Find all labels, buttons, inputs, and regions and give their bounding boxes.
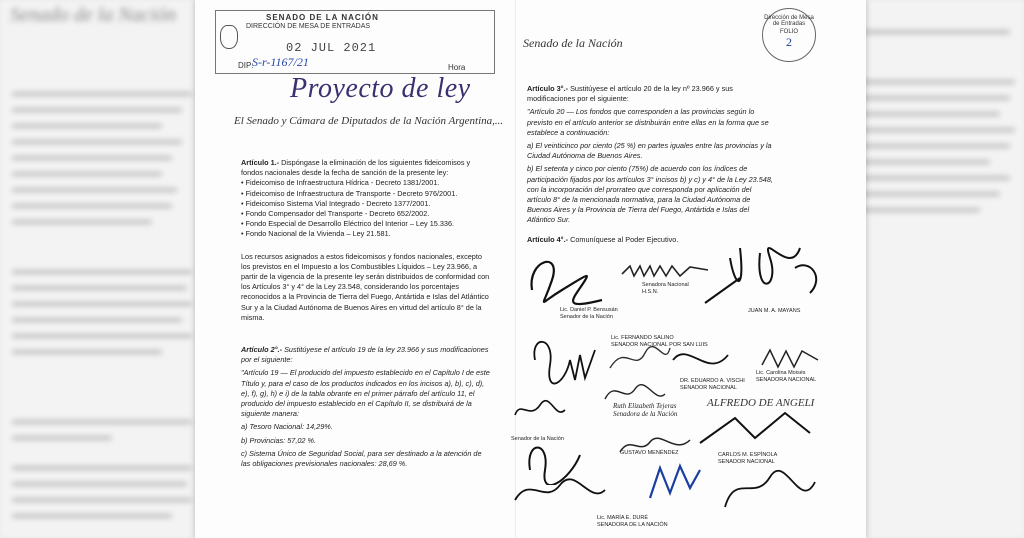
list-item: a) Tesoro Nacional: 14,29%. [241,422,333,432]
article-1 [241,158,491,323]
article-4-heading: Artículo 4°.- [527,235,569,244]
list-item: a) El veinticinco por ciento (25 %) en partes iguales entre las provincias y la Ciudad Autónoma de Buenos Aires. [527,141,772,161]
list-item: • Fideicomiso Sistema Vial Integrado - Decreto 1377/2001. [241,198,431,208]
article-3-heading: Artículo 3°.- [527,84,569,93]
list-item: • Fondo Especial de Desarrollo Eléctrico del Interior – Ley 15.336. [241,219,455,229]
article-3-quote: "Artículo 20 — Los fondos que corresponden a las provincias según lo previsto en el artículo anterior se distribuirán entre ellas en la forma que se establece a continuación: [527,107,769,137]
signature-2 [620,262,710,282]
stamp-dip-label: DIP: [238,61,254,70]
article-2-text: Sustitúyese el artículo 19 de la ley 23.966 y sus modificaciones por el siguiente: [241,345,489,365]
signature-12-label: Senador de la Nación [511,436,564,442]
signature-1-label: Lic. Daniel P. Bensusán Senador de la Nación [560,307,618,320]
article-1-paragraph-2: Los recursos asignados a estos fideicomisos y fondos nacionales, excepto los previstos en el Impuesto a los Combustibles Líquidos – Ley 23.966, a partir de la vigencia de la presente ley serán distribuidos de conformidad con los Artículos 3° y 4° de la Ley 23.548, considerando los porcentajes reconocidos a la Provincia de Tierra del Fuego, Antártida e Islas del Atlántico Sur y a la Ciudad Autónoma de Buenos Aires en virtud del artículo 8° de la misma. [241,251,490,322]
reception-stamp [215,10,495,74]
article-1-text: Dispóngase la eliminación de los siguientes fideicomisos y fondos nacionales desde la fecha de sanción de la presente ley: [241,158,471,178]
signature-10 [510,395,570,425]
signature-14-label: Lic. MARÍA E. DURÉ SENADORA DE LA NACIÓN [597,515,668,528]
stamp-hora: Hora [448,63,466,72]
background-right [854,0,1024,538]
signature-9-text: ALFREDO DE ANGELI [707,397,815,409]
signature-1 [522,250,612,310]
signature-4-label: Lic. FERNANDO SALINO SENADOR NACIONAL POR SAN LUIS [611,335,708,348]
list-item: b) El setenta y cinco por ciento (75%) de acuerdo con los índices de participación fijados por los artículos 3° incisos b) y c) y 4° de la Ley 23.548, con la incorporación del prorrateo que corresponda por aplicación del artículo 8° de la mencionada normativa, para la Ciudad Autónoma de Buenos Aires y la Provincia de Tierra del Fuego, Antártida e Islas del Atlántico Sur. [527,164,773,225]
folio-stamp [762,8,816,62]
signature-2-label: Senadora Nacional H.S.N. [642,282,689,295]
background-left [0,0,200,538]
signature-8-label: Ruth Elizabeth Tejeras Senadora de la Nación [613,402,678,418]
list-item: b) Provincias: 57,02 %. [241,435,317,445]
folio-word: FOLIO [779,29,798,35]
article-1-heading: Artículo 1.- [241,158,280,167]
article-2 [241,345,491,469]
stamp-dip-value: S-r-1167/21 [252,55,309,69]
signature-5-label: Lic. Carolina Moisés SENADORA NACIONAL [756,370,817,383]
article-3 [527,84,777,226]
signature-6-label: DR. EDUARDO A. VISCHI SENADOR NACIONAL [680,378,745,391]
signature-13-label: GUSTAVO MENÉNDEZ [620,450,679,456]
signature-11 [695,408,815,448]
article-1-list [241,178,491,239]
list-item: • Fideicomiso de Infraestructura de Transporte - Decreto 976/2001. [241,188,458,198]
signature-3-label: JUAN M. A. MAYANS [748,308,801,314]
coat-of-arms-icon [220,25,238,49]
signature-16 [715,462,825,517]
list-item: • Fondo Compensador del Transporte - Decreto 652/2002. [241,209,430,219]
signature-14 [510,470,610,510]
stamp-line2: DIRECCIÓN DE MESA DE ENTRADAS [246,23,371,30]
senado-header: Senado de la Nación [523,36,623,50]
signature-6 [668,340,738,380]
signature-3 [700,238,830,308]
enacting-clause: El Senado y Cámara de Diputados de la Nación Argentina,... [234,115,504,127]
signature-4 [525,330,605,390]
background-title: Senado de la Nación [10,4,177,26]
list-item: • Fondo Nacional de la Vivienda – Ley 21.581. [241,229,391,239]
article-3-text: Sustitúyese el artículo 20 de la ley nº 23.966 y sus modificaciones por el siguiente: [527,84,733,104]
signature-15 [640,458,710,503]
article-4-text: Comuníquese al Poder Ejecutivo. [570,235,679,244]
document-title: Proyecto de ley [290,73,471,104]
article-2-heading: Artículo 2°.- [241,345,283,354]
list-item: c) Sistema Único de Seguridad Social, para ser destinado a la atención de las obligaciones previsionales nacionales: 28,69 %. [241,448,482,469]
stamp-date: 02 JUL 2021 [286,41,377,55]
folio-label: Dirección de Mesa de Entradas [764,15,814,27]
stamp-line1: SENADO DE LA NACIÓN [266,13,379,22]
folio-number: 2 [786,35,792,49]
signature-11-label: CARLOS M. ESPÍNOLA SENADOR NACIONAL [718,452,778,465]
list-item: • Fideicomiso de Infraestructura Hídrica - Decreto 1381/2001. [241,178,440,188]
article-2-quote: "Artículo 19 — El producido del impuesto establecido en el Capítulo I de este Título y, para el caso de los productos indicados en los incisos a), b), c), d), e), f), g), h) e i) de la tabla obrante en el primer párrafo del artículo 11, el producido del impuesto establecido en el Capítulo II, se distribuirá de la siguiente manera: [241,368,490,419]
